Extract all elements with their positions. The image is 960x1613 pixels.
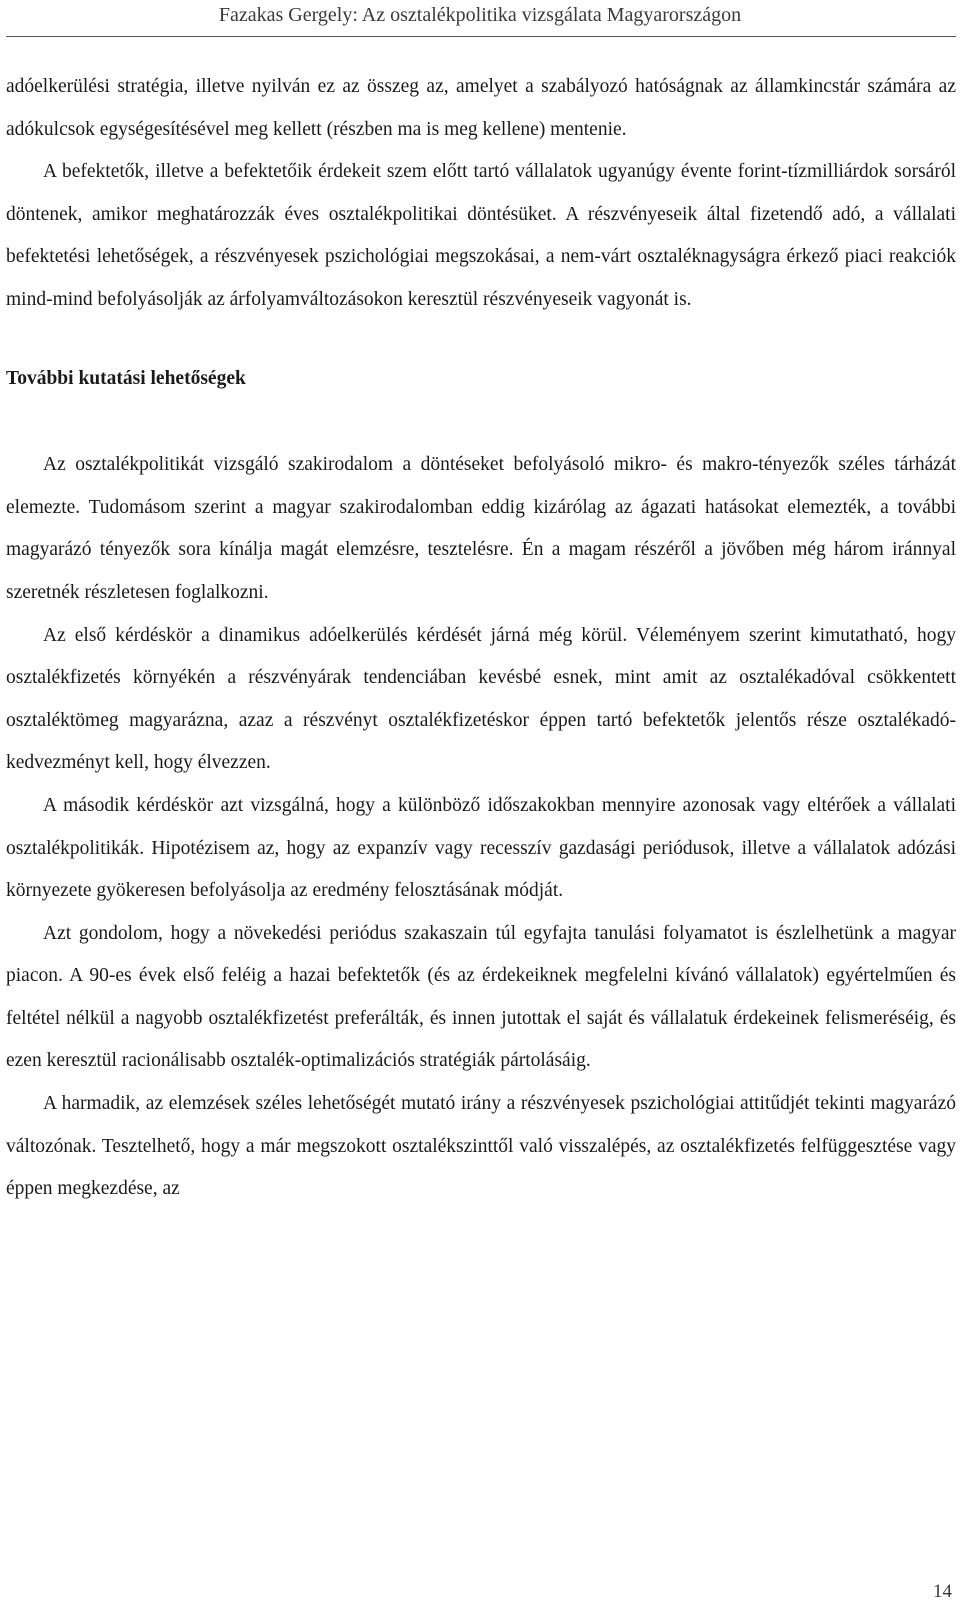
document-body: [6, 66, 956, 1211]
paragraph-7: A harmadik, az elemzések széles lehetőségét mutató irány a részvényesek pszichológiai attitűdjét tekinti magyarázó változónak. Tesztelhető, hogy a már megszokott osztalékszinttől való visszalépés, az osztalékfizetés felfüggesztése vagy éppen megkezdése, az: [6, 1093, 956, 1200]
section-heading: További kutatási lehetőségek: [6, 367, 246, 389]
paragraph-3: Az osztalékpolitikát vizsgáló szakirodalom a döntéseket befolyásoló mikro- és makro-tényezők széles tárházát elemezte. Tudomásom szerint a magyar szakirodalomban eddig kizárólag az ágazati hatásokat elemezték, a további magyarázó tényezők sora kínálja magát elemzésre, tesztelésre. Én a magam részéről a jövőben még három iránnyal szeretnék részletesen foglalkozni.: [6, 454, 956, 603]
paragraph-1: adóelkerülési stratégia, illetve nyilván ez az összeg az, amelyet a szabályozó hatóságnak az államkincstár számára az adókulcsok egységesítésével meg kellett (részben ma is meg kellene) mentenie.: [6, 76, 956, 140]
paragraph-4: Az első kérdéskör a dinamikus adóelkerülés kérdését járná még körül. Véleményem szerint kimutatható, hogy osztalékfizetés környékén a részvényárak tendenciában kevésbé esnek, mint amit az osztalékadóval csökkentett osztaléktömeg magyarázna, azaz a részvényt osztalékfizetéskor éppen tartó befektetők jelentős része osztalékadó-kedvezményt kell, hogy élvezzen.: [6, 624, 956, 774]
paragraph-6: Azt gondolom, hogy a növekedési periódus szakaszain túl egyfajta tanulási folyamatot is észlelhetünk a magyar piacon. A 90-es évek első feléig a hazai befektetők (és az érdekeiknek megfelelni kívánó vállalatok) egyértelműen és feltétel nélkül a nagyobb osztalékfizetést preferálták, és innen jutottak el saját és vállalatuk érdekeinek felismeréséig, és ezen keresztül racionálisabb osztalék-optimalizációs stratégiák pártolásáig.: [6, 922, 956, 1072]
page-number: 14: [933, 1581, 952, 1602]
running-header: Fazakas Gergely: Az osztalékpolitika vizsgálata Magyarországon: [218, 4, 742, 26]
paragraph-2: A befektetők, illetve a befektetőik érdekeit szem előtt tartó vállalatok ugyanúgy évente forint-tízmilliárdok sorsáról döntenek, amikor meghatározzák éves osztalékpolitikai döntésüket. A részvényeseik által fizetendő adó, a vállalati befektetési lehetőségek, a részvényesek pszichológiai megszokásai, a nem-várt osztaléknagyságra érkező piaci reakciók mind-mind befolyásolják az árfolyamváltozásokon keresztül részvényeseik vagyonát is.: [6, 161, 956, 310]
paragraph-5: A második kérdéskör azt vizsgálná, hogy a különböző időszakokban mennyire azonosak vagy eltérőek a vállalati osztalékpolitikák. Hipotézisem az, hogy az expanzív vagy recesszív gazdasági periódusok, illetve a vállalatok adózási környezete gyökeresen befolyásolja az eredmény felosztásának módját.: [6, 794, 956, 902]
header-divider: [6, 36, 956, 37]
